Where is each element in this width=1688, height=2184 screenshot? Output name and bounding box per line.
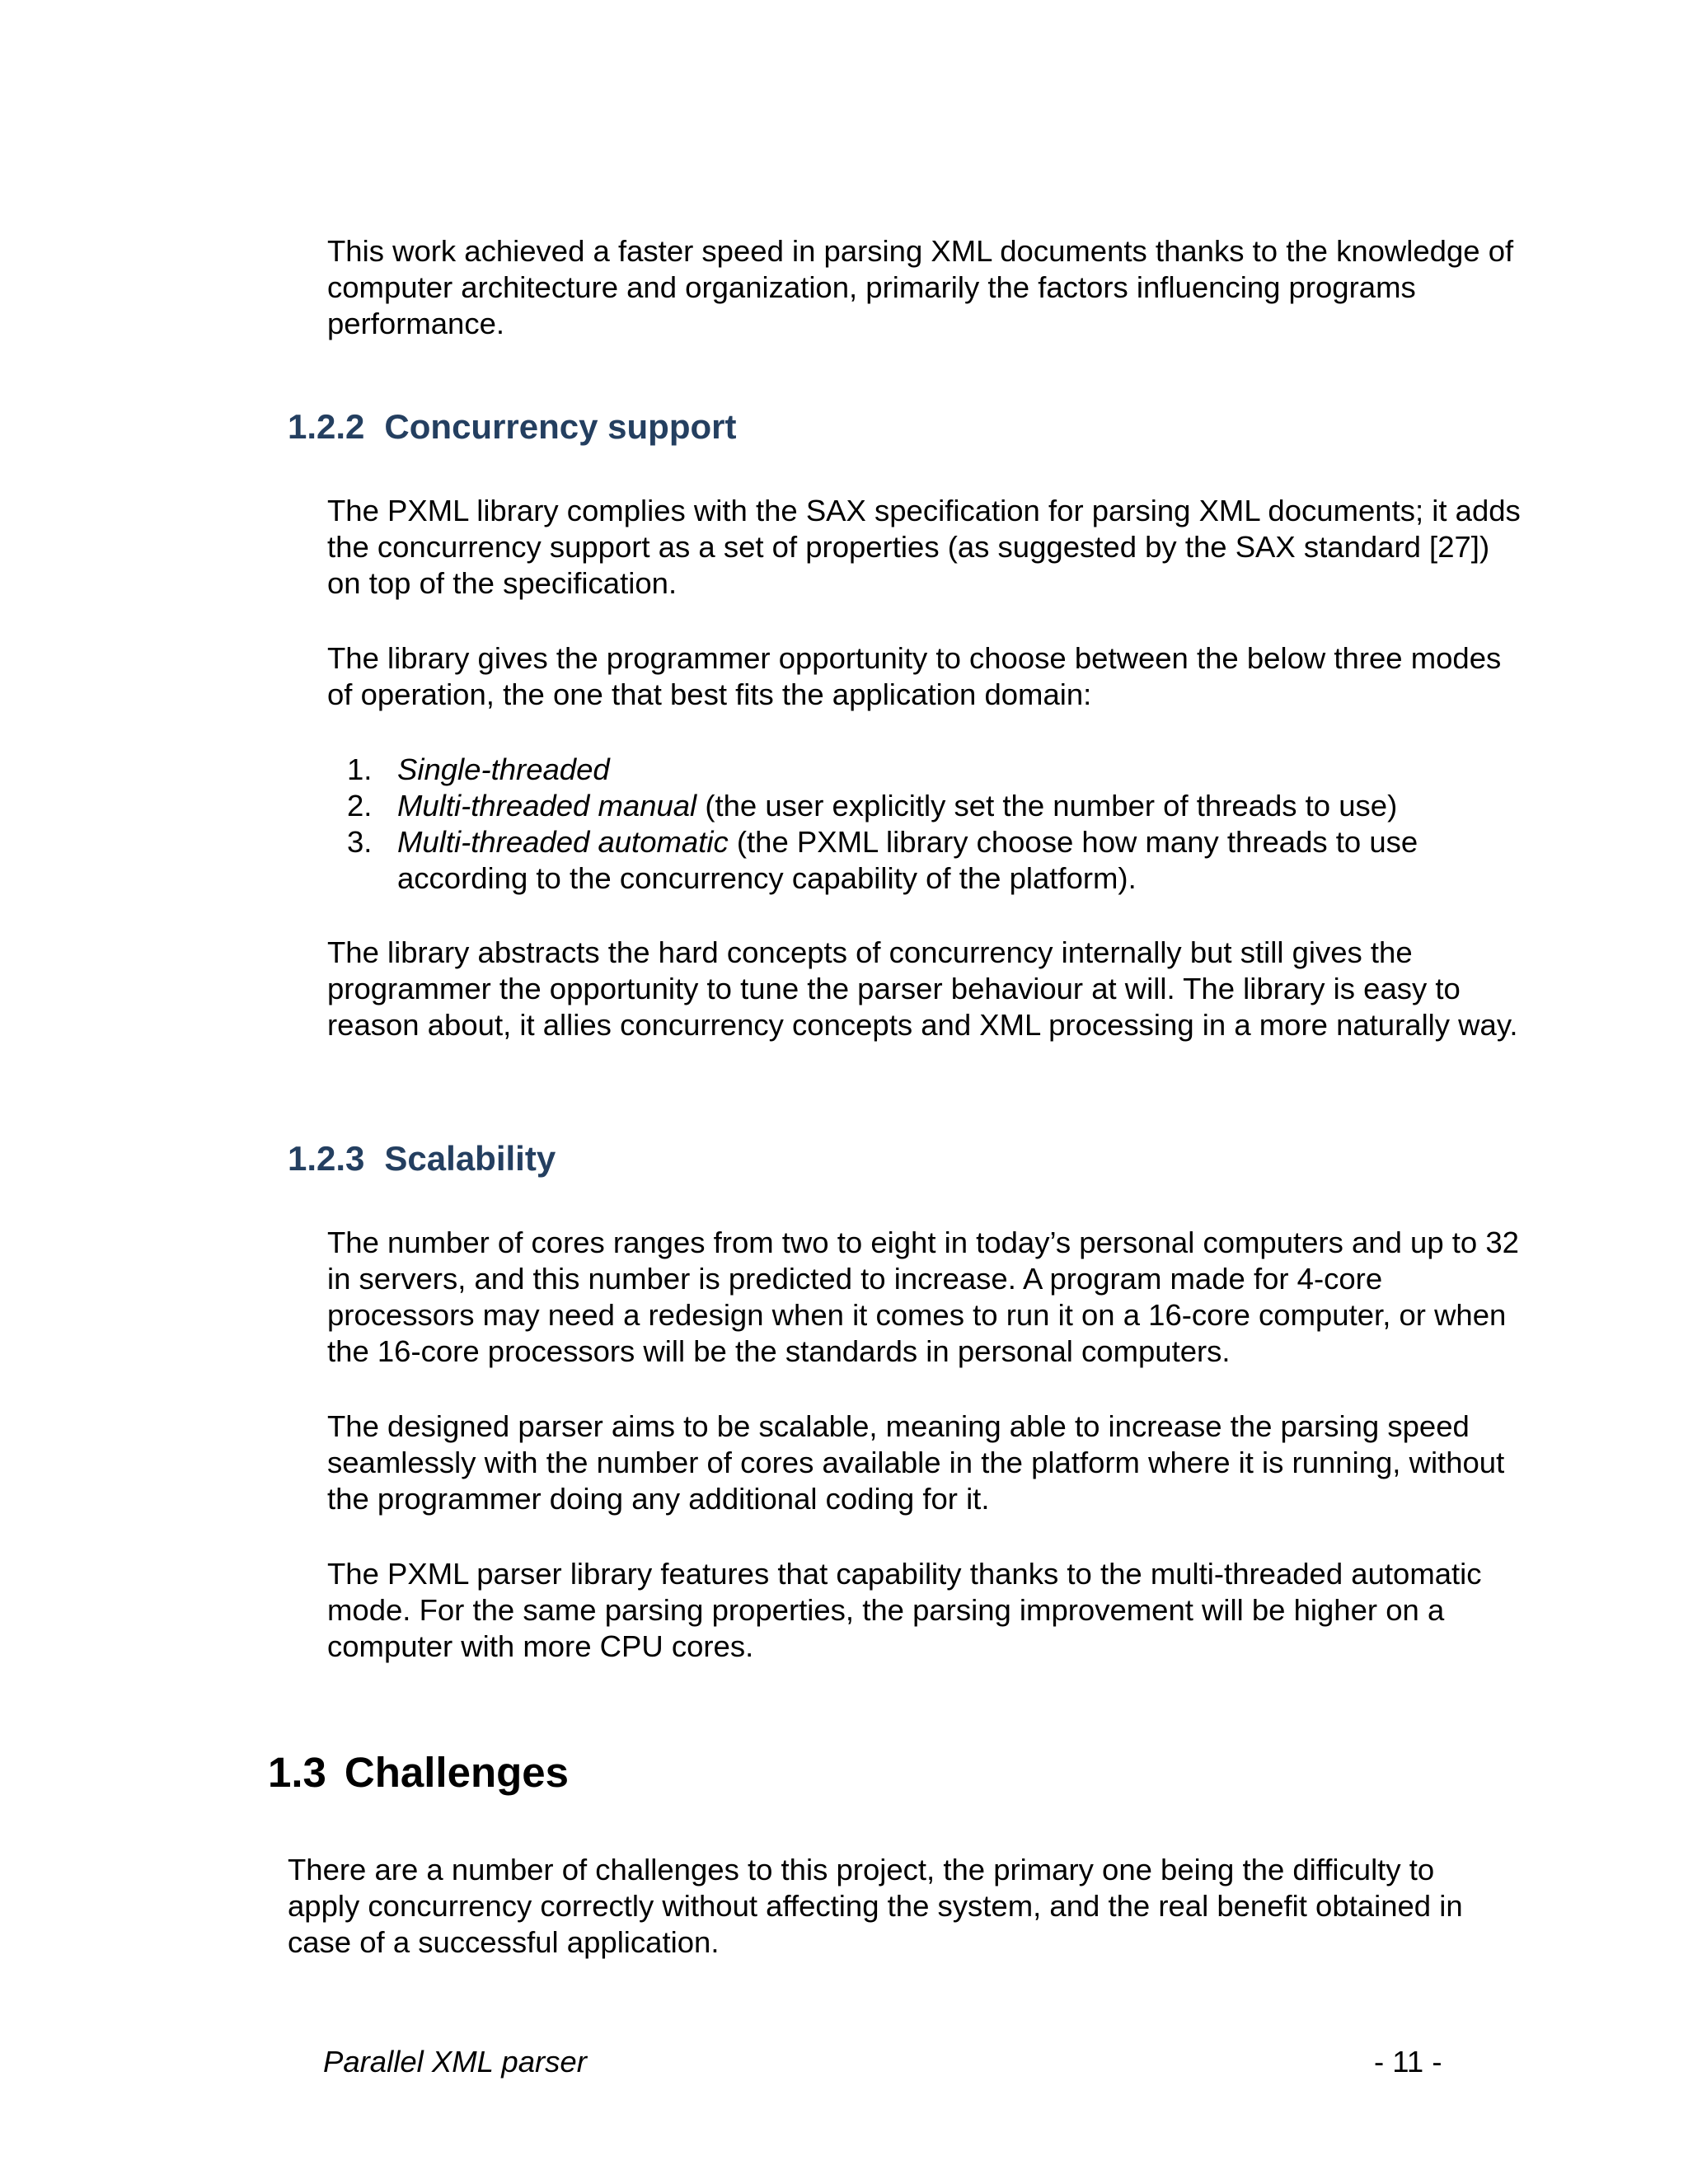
scalability-paragraph-3: The PXML parser library features that capability thanks to the multi-threaded automatic mode. For the same parsing properties, the parsing improvement will be higher on a computer with more CPU cores.: [327, 1557, 1482, 1663]
section-title: Concurrency support: [384, 407, 737, 446]
modes-list: [327, 752, 1531, 897]
concurrency-paragraph-3: The library abstracts the hard concepts of concurrency internally but still gives the programmer the opportunity to tune the parser behaviour at will. The library is easy to reason about, it allies concurrency concepts and XML processing in a more naturally way.: [327, 935, 1518, 1042]
mode-name: Multi-threaded manual: [397, 789, 697, 823]
section-heading-challenges: [268, 1747, 569, 1798]
section-number: 1.2.3: [288, 1139, 365, 1178]
mode-detail: (the PXML library choose how many threads to use according to the concurrency capability of the platform).: [397, 825, 1418, 895]
list-item: [327, 788, 1531, 824]
concurrency-paragraph-2: The library gives the programmer opportunity to choose between the below three modes of operation, the one that best fits the application domain:: [327, 641, 1502, 711]
page-number: - 11 -: [1374, 2045, 1442, 2079]
section-heading-concurrency: [288, 405, 736, 448]
section-title: Scalability: [384, 1139, 556, 1178]
section-number: 1.2.2: [288, 407, 365, 446]
scalability-paragraph-1: The number of cores ranges from two to eight in today’s personal computers and up to 32 in servers, and this number is predicted to increase. A program made for 4-core processors may need a redesign when it comes to run it on a 16-core computer, or when the 16-core processors will be the standards in personal computers.: [327, 1226, 1519, 1368]
concurrency-paragraph-1: The PXML library complies with the SAX specification for parsing XML documents; it adds the concurrency support as a set of properties (as suggested by the SAX standard [27]) on top of the specification.: [327, 494, 1521, 600]
mode-name: Single-threaded: [397, 752, 610, 786]
list-item: [327, 752, 1531, 788]
challenges-paragraph-1: There are a number of challenges to this project, the primary one being the difficulty to apply concurrency correctly without affecting the system, and the real benefit obtained in case of a successful application.: [288, 1853, 1463, 1959]
footer-title: Parallel XML parser: [323, 2045, 587, 2079]
mode-name: Multi-threaded automatic: [397, 825, 729, 859]
section-number: 1.3: [268, 1749, 326, 1796]
mode-detail: (the user explicitly set the number of threads to use): [696, 789, 1398, 823]
section-heading-scalability: [288, 1137, 556, 1180]
list-item: [327, 824, 1531, 897]
list-marker: 3.: [347, 825, 373, 859]
intro-paragraph: This work achieved a faster speed in parsing XML documents thanks to the knowledge of computer architecture and organization, primarily the factors influencing programs performance.: [327, 234, 1514, 340]
list-marker: 1.: [347, 752, 373, 786]
scalability-paragraph-2: The designed parser aims to be scalable, meaning able to increase the parsing speed seamlessly with the number of cores available in the platform where it is running, without the programmer doing any additional coding for it.: [327, 1409, 1505, 1516]
section-title: Challenges: [344, 1749, 569, 1796]
list-marker: 2.: [347, 789, 373, 823]
